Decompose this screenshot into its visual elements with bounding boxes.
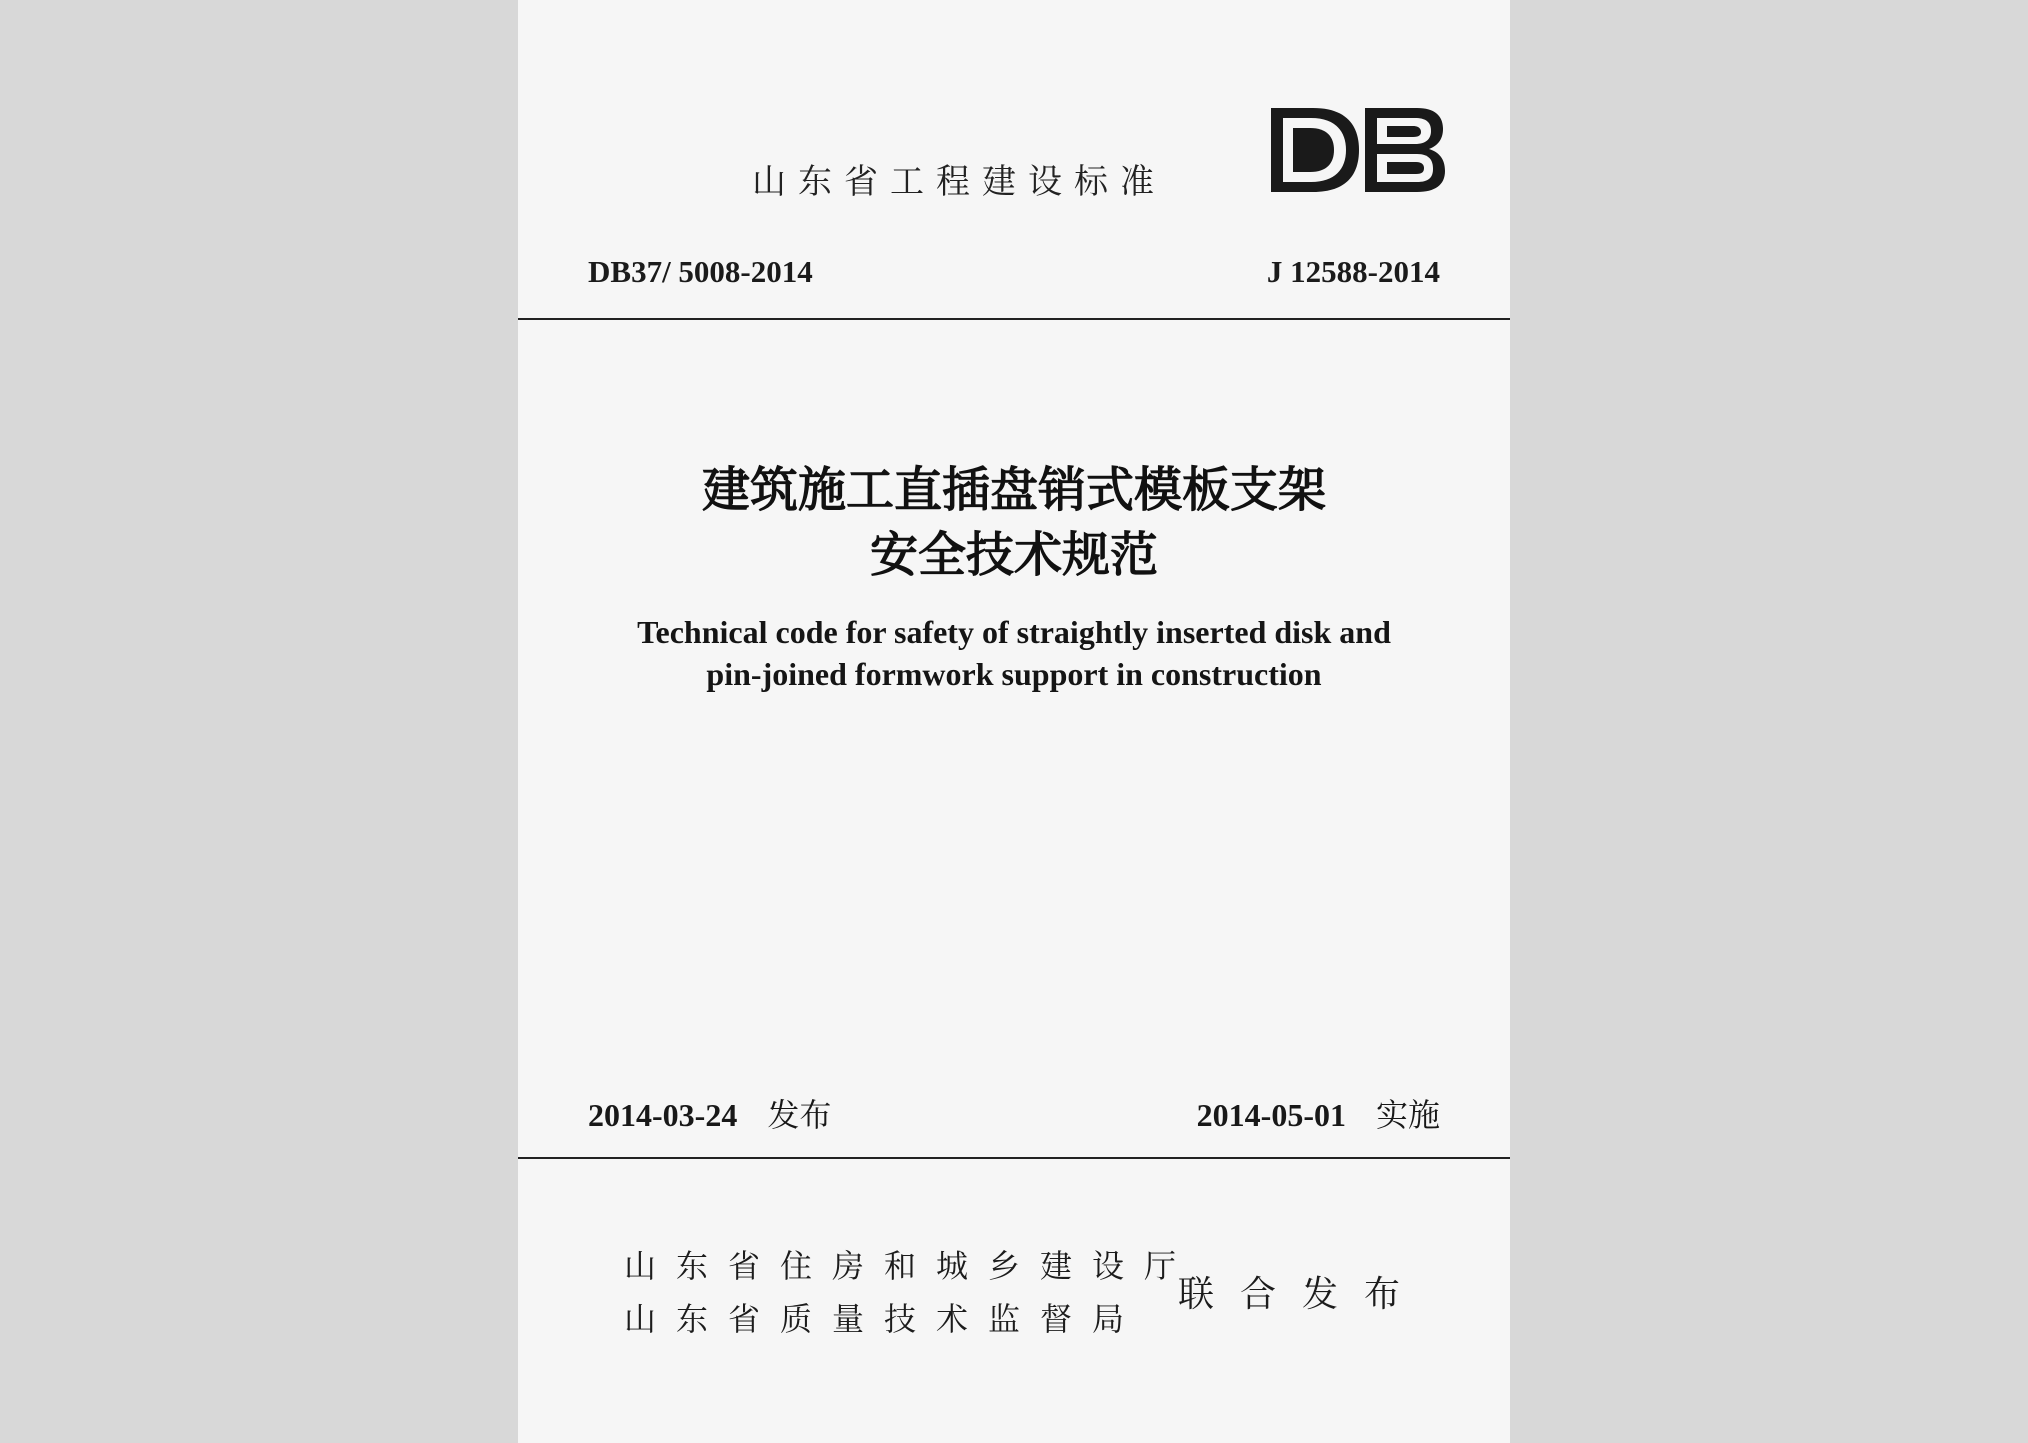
db-logo — [1267, 104, 1447, 196]
title-en-line1: Technical code for safety of straightly inserted disk and — [637, 614, 1391, 650]
issue-date-row — [588, 1090, 831, 1136]
effective-date: 2014-05-01 — [1196, 1097, 1346, 1133]
issuer-line1: 山东省住房和城乡建设厅 — [624, 1247, 1197, 1285]
title-cn-line1: 建筑施工直插盘销式模板支架 — [701, 462, 1326, 518]
issue-label: 发布 — [767, 1096, 832, 1134]
document-page — [518, 0, 1510, 1443]
title-en-line2: pin-joined formwork support in construction — [706, 656, 1322, 692]
issue-date: 2014-03-24 — [588, 1097, 738, 1133]
top-divider — [518, 318, 1510, 320]
effective-label: 实施 — [1375, 1096, 1440, 1134]
bottom-divider — [518, 1157, 1510, 1159]
standard-category-label: 山东省工程建设标准 — [752, 162, 1166, 202]
joint-issue-label: 联合发布 — [1178, 1274, 1427, 1315]
standard-number: DB37/ 5008-2014 — [588, 254, 813, 289]
title-cn-line2: 安全技术规范 — [869, 527, 1158, 583]
effective-date-row — [1197, 1090, 1440, 1136]
record-number: J 12588-2014 — [1266, 254, 1440, 289]
issuer-line2: 山东省质量技术监督局 — [624, 1300, 1145, 1338]
